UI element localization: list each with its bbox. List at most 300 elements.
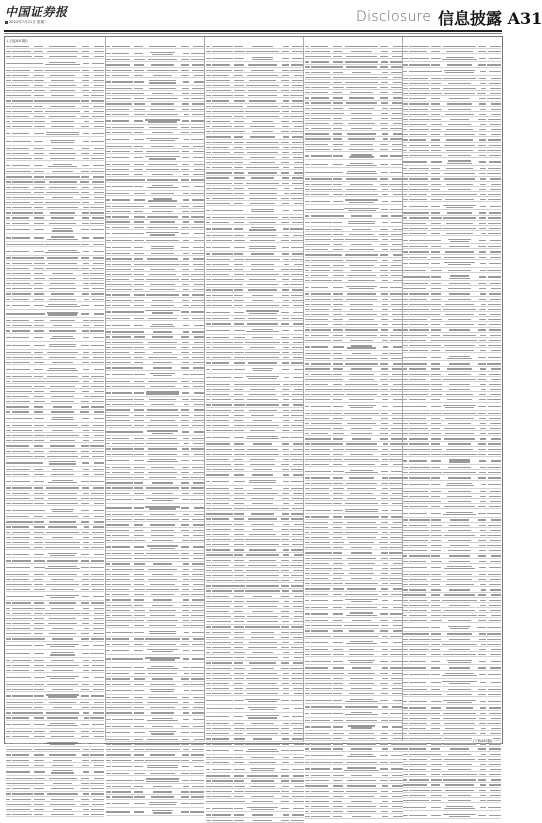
table-cell <box>34 405 45 407</box>
table-row <box>6 550 104 558</box>
illegible-text-mark <box>6 411 10 412</box>
table-cell <box>245 375 280 379</box>
illegible-text-mark <box>34 645 44 646</box>
table-cell <box>12 293 34 295</box>
illegible-text-mark <box>112 438 129 439</box>
table-cell <box>12 607 34 609</box>
illegible-text-mark <box>182 780 189 781</box>
table-cell <box>45 201 80 203</box>
table-cell <box>34 632 45 634</box>
illegible-text-mark <box>83 670 89 671</box>
illegible-text-mark <box>183 684 189 685</box>
table-cell <box>45 375 80 377</box>
table-cell <box>212 641 234 643</box>
illegible-text-mark <box>234 295 243 296</box>
illegible-text-mark <box>234 430 244 431</box>
table-cell <box>180 330 190 332</box>
table-cell <box>112 361 134 363</box>
illegible-text-mark <box>192 519 204 520</box>
table-row <box>6 642 104 650</box>
illegible-text-mark <box>134 70 144 71</box>
illegible-text-mark <box>6 596 12 597</box>
illegible-text-mark <box>212 469 232 470</box>
table-cell <box>245 429 280 431</box>
illegible-text-mark <box>190 477 204 478</box>
illegible-text-mark <box>112 221 130 222</box>
illegible-text-mark <box>93 440 104 441</box>
table-cell <box>12 380 34 382</box>
illegible-text-mark <box>183 193 189 194</box>
illegible-text-mark <box>34 596 44 597</box>
illegible-text-mark <box>106 673 111 674</box>
illegible-text-mark <box>193 546 204 547</box>
illegible-text-mark <box>150 284 175 285</box>
illegible-text-mark <box>134 811 144 812</box>
table-cell <box>45 683 80 685</box>
illegible-text-mark <box>92 401 104 402</box>
table-cell <box>45 583 80 585</box>
illegible-text-mark <box>282 498 289 499</box>
illegible-text-mark <box>91 362 104 363</box>
table-row <box>6 247 104 255</box>
table-cell <box>134 131 145 133</box>
illegible-text-mark <box>83 677 89 678</box>
table-cell <box>280 171 290 173</box>
table-cell <box>112 380 134 382</box>
illegible-text-mark <box>6 401 11 402</box>
illegible-text-mark <box>106 199 110 200</box>
illegible-text-mark <box>6 181 11 182</box>
table-cell <box>212 351 234 353</box>
table-cell <box>90 617 104 619</box>
table-cell <box>112 126 134 128</box>
illegible-text-mark <box>212 347 234 348</box>
illegible-text-mark <box>206 116 211 117</box>
table-cell <box>12 196 34 198</box>
table-cell <box>190 810 204 812</box>
table-cell <box>134 701 145 703</box>
illegible-text-mark <box>47 352 79 353</box>
table-cell <box>90 304 104 306</box>
illegible-text-mark <box>253 488 273 489</box>
table-cell <box>112 765 134 767</box>
table-cell <box>90 105 104 107</box>
table-cell <box>212 538 234 540</box>
illegible-text-mark <box>81 100 89 101</box>
illegible-text-mark <box>12 567 30 568</box>
illegible-text-mark <box>247 75 278 76</box>
table-cell <box>80 541 90 543</box>
illegible-text-mark <box>112 684 131 685</box>
illegible-text-mark <box>212 100 229 101</box>
illegible-text-mark <box>146 393 179 394</box>
illegible-text-mark <box>6 451 11 452</box>
table-cell <box>280 448 290 450</box>
illegible-text-mark <box>92 665 104 666</box>
illegible-text-mark <box>206 235 211 236</box>
illegible-text-mark <box>106 325 111 326</box>
illegible-text-mark <box>106 59 111 60</box>
table-cell <box>12 152 34 154</box>
table-cell <box>134 361 145 363</box>
illegible-text-mark <box>246 142 280 143</box>
table-cell <box>80 638 90 640</box>
table-cell <box>190 356 204 358</box>
table-cell <box>112 437 134 439</box>
illegible-text-mark <box>12 251 29 252</box>
table-cell <box>145 743 180 745</box>
table-cell <box>80 262 90 264</box>
table-cell <box>145 476 180 478</box>
illegible-text-mark <box>12 532 30 533</box>
illegible-text-mark <box>283 399 289 400</box>
illegible-text-mark <box>192 70 204 71</box>
illegible-text-mark <box>182 392 189 393</box>
illegible-text-mark <box>150 514 175 515</box>
table-cell <box>45 163 80 167</box>
table-cell <box>34 115 45 117</box>
illegible-text-mark <box>182 493 189 494</box>
illegible-text-mark <box>212 284 234 285</box>
table-cell <box>45 120 80 122</box>
illegible-text-mark <box>12 80 33 81</box>
illegible-text-mark <box>145 744 180 745</box>
illegible-text-mark <box>12 121 33 122</box>
illegible-text-mark <box>134 179 145 180</box>
table-cell <box>234 419 245 421</box>
illegible-text-mark <box>81 602 89 603</box>
illegible-text-mark <box>94 313 104 314</box>
illegible-text-mark <box>134 264 145 265</box>
illegible-text-mark <box>34 283 43 284</box>
illegible-text-mark <box>6 357 11 358</box>
illegible-text-mark <box>206 58 211 59</box>
table-cell <box>12 181 34 183</box>
table-cell <box>12 541 34 543</box>
table-cell <box>12 304 34 306</box>
illegible-text-mark <box>34 181 45 182</box>
illegible-text-mark <box>194 409 204 410</box>
table-cell <box>180 185 190 187</box>
table-cell <box>145 372 180 376</box>
table-cell <box>90 578 104 580</box>
table-cell <box>90 468 104 470</box>
table-cell <box>212 69 234 71</box>
illegible-text-mark <box>6 804 12 805</box>
table-cell <box>45 227 80 231</box>
illegible-text-mark <box>193 584 204 585</box>
table-cell <box>180 725 190 727</box>
illegible-text-mark <box>246 305 279 306</box>
illegible-text-mark <box>12 362 30 363</box>
illegible-text-mark <box>148 454 176 455</box>
illegible-text-mark <box>212 217 234 218</box>
illegible-text-mark <box>34 684 44 685</box>
illegible-text-mark <box>134 431 143 432</box>
table-cell <box>134 609 145 611</box>
table-cell <box>134 448 145 450</box>
illegible-text-mark <box>82 462 89 463</box>
illegible-text-mark <box>152 500 173 501</box>
table-cell <box>190 779 204 781</box>
illegible-text-mark <box>106 690 111 691</box>
illegible-text-mark <box>106 448 111 449</box>
illegible-text-mark <box>246 585 279 586</box>
illegible-text-mark <box>206 529 211 530</box>
table-cell <box>280 584 290 586</box>
table-cell <box>90 583 104 585</box>
table-cell <box>280 559 290 561</box>
table-cell <box>180 802 190 804</box>
table-cell <box>45 497 80 499</box>
table-cell <box>245 473 280 475</box>
table-row <box>6 234 104 242</box>
table-cell <box>45 638 80 640</box>
illegible-text-mark <box>194 392 204 393</box>
table-cell <box>212 595 234 597</box>
table-cell <box>212 258 234 260</box>
illegible-text-mark <box>281 312 289 313</box>
table-cell <box>245 523 280 525</box>
illegible-text-mark <box>183 174 189 175</box>
illegible-text-mark <box>190 684 204 685</box>
illegible-text-mark <box>247 449 279 450</box>
table-cell <box>45 429 80 431</box>
illegible-text-mark <box>134 386 145 387</box>
illegible-text-mark <box>106 791 111 792</box>
illegible-text-mark <box>106 773 111 774</box>
table-cell <box>12 400 34 402</box>
table-cell <box>212 125 234 127</box>
illegible-text-mark <box>82 532 89 533</box>
illegible-text-mark <box>106 179 112 180</box>
illegible-text-mark <box>48 498 76 499</box>
illegible-text-mark <box>151 796 174 797</box>
illegible-text-mark <box>134 673 145 674</box>
illegible-text-mark <box>12 645 32 646</box>
illegible-text-mark <box>134 443 144 444</box>
table-cell <box>134 324 145 326</box>
illegible-text-mark <box>245 539 279 540</box>
table-cell <box>134 578 145 580</box>
table-cell <box>245 64 280 66</box>
table-cell <box>234 502 245 504</box>
illegible-text-mark <box>284 601 289 602</box>
table-cell <box>234 480 245 482</box>
illegible-text-mark <box>34 516 43 517</box>
illegible-text-mark <box>251 227 275 228</box>
illegible-text-mark <box>252 300 272 301</box>
illegible-text-mark <box>283 228 289 229</box>
table-cell <box>80 559 90 561</box>
illegible-text-mark <box>249 248 275 249</box>
table-cell <box>245 502 280 504</box>
table-cell <box>212 187 234 189</box>
illegible-text-mark <box>234 305 243 306</box>
table-cell <box>212 414 234 416</box>
illegible-text-mark <box>212 300 232 301</box>
table-cell <box>80 793 90 795</box>
table-cell <box>45 282 80 284</box>
illegible-text-mark <box>206 565 211 566</box>
table-cell <box>234 79 245 81</box>
illegible-text-mark <box>192 331 204 332</box>
table-cell <box>34 282 45 284</box>
illegible-text-mark <box>134 697 143 698</box>
illegible-text-mark <box>134 253 144 254</box>
illegible-text-mark <box>6 337 11 338</box>
illegible-text-mark <box>81 613 89 614</box>
illegible-text-mark <box>193 258 204 259</box>
table-cell <box>80 191 90 193</box>
table-cell <box>212 361 234 363</box>
illegible-text-mark <box>245 342 280 343</box>
illegible-text-mark <box>12 116 29 117</box>
table-cell <box>190 294 204 296</box>
table-cell <box>34 627 45 629</box>
illegible-text-mark <box>49 778 77 779</box>
table-cell <box>212 239 234 241</box>
illegible-text-mark <box>153 352 173 353</box>
illegible-text-mark <box>281 198 289 199</box>
illegible-text-mark <box>81 736 89 737</box>
illegible-text-mark <box>80 702 89 703</box>
illegible-text-mark <box>134 221 144 222</box>
table-cell <box>245 166 280 168</box>
illegible-text-mark <box>12 665 30 666</box>
illegible-text-mark <box>206 362 211 363</box>
illegible-text-mark <box>6 547 12 548</box>
illegible-text-mark <box>206 46 210 47</box>
table-cell <box>45 115 80 117</box>
table-cell <box>212 74 234 76</box>
illegible-text-mark <box>212 177 229 178</box>
illegible-text-mark <box>106 109 112 110</box>
illegible-text-mark <box>281 518 289 519</box>
illegible-text-mark <box>106 374 110 375</box>
table-cell <box>245 615 280 617</box>
table-cell <box>12 175 34 177</box>
table-cell <box>212 268 234 270</box>
table-cell <box>234 74 245 76</box>
table-cell <box>212 368 234 370</box>
illegible-text-mark <box>6 330 10 331</box>
illegible-text-mark <box>92 804 104 805</box>
table-cell <box>145 453 180 455</box>
illegible-text-mark <box>51 509 74 510</box>
illegible-text-mark <box>190 780 204 781</box>
illegible-text-mark <box>46 712 80 713</box>
table-cell <box>80 566 90 568</box>
table-cell <box>45 526 80 528</box>
illegible-text-mark <box>12 677 31 678</box>
table-cell <box>234 105 245 107</box>
illegible-text-mark <box>206 106 211 107</box>
illegible-text-mark <box>134 803 145 804</box>
illegible-text-mark <box>91 760 104 761</box>
illegible-text-mark <box>134 247 143 248</box>
table-cell <box>180 748 190 750</box>
table-cell <box>12 164 34 166</box>
table-cell <box>45 257 80 259</box>
table-cell <box>212 135 234 137</box>
table-cell <box>245 304 280 306</box>
illegible-text-mark <box>91 788 104 789</box>
illegible-text-mark <box>112 448 133 449</box>
table-cell <box>190 351 204 353</box>
table-cell <box>245 84 280 86</box>
illegible-text-mark <box>212 235 233 236</box>
illegible-text-mark <box>34 369 43 370</box>
illegible-text-mark <box>106 766 111 767</box>
table-cell <box>212 94 234 96</box>
illegible-text-mark <box>246 51 279 52</box>
illegible-text-mark <box>112 791 131 792</box>
illegible-text-mark <box>148 357 177 358</box>
illegible-text-mark <box>183 702 189 703</box>
table-cell <box>180 609 190 611</box>
illegible-text-mark <box>48 263 77 264</box>
table-cell <box>12 344 34 346</box>
illegible-text-mark <box>82 90 89 91</box>
illegible-text-mark <box>181 726 189 727</box>
table-cell <box>12 99 34 101</box>
table-cell <box>145 245 180 249</box>
illegible-text-mark <box>12 56 32 57</box>
illegible-text-mark <box>181 472 189 473</box>
table-cell <box>80 206 90 208</box>
table-cell <box>234 631 245 633</box>
illegible-text-mark <box>94 462 104 463</box>
illegible-text-mark <box>34 396 44 397</box>
illegible-text-mark <box>248 318 278 319</box>
illegible-text-mark <box>206 111 211 112</box>
illegible-text-mark <box>106 70 111 71</box>
illegible-text-mark <box>134 454 144 455</box>
illegible-text-mark <box>182 186 189 187</box>
table-cell <box>80 152 90 154</box>
illegible-text-mark <box>112 325 130 326</box>
illegible-text-mark <box>206 126 210 127</box>
illegible-text-mark <box>181 179 189 180</box>
illegible-text-mark <box>281 323 289 324</box>
table-cell <box>112 239 134 241</box>
illegible-text-mark <box>106 103 112 104</box>
illegible-text-mark <box>112 697 129 698</box>
table-cell <box>34 701 45 703</box>
illegible-text-mark <box>6 85 11 86</box>
table-cell <box>145 578 180 580</box>
illegible-text-mark <box>51 608 73 609</box>
illegible-text-mark <box>206 193 212 194</box>
illegible-text-mark <box>182 88 189 89</box>
illegible-text-mark <box>206 493 211 494</box>
table-cell <box>190 609 204 611</box>
illegible-text-mark <box>234 80 244 81</box>
illegible-text-mark <box>252 121 272 122</box>
illegible-text-mark <box>183 514 189 515</box>
table-cell <box>90 644 104 646</box>
illegible-text-mark <box>82 487 89 488</box>
table-cell <box>34 694 45 696</box>
illegible-text-mark <box>49 223 76 224</box>
table-cell <box>112 64 134 66</box>
illegible-text-mark <box>106 294 111 295</box>
illegible-text-mark <box>192 760 204 761</box>
illegible-text-mark <box>134 507 144 508</box>
table-cell <box>112 373 134 375</box>
table-cell <box>34 754 45 756</box>
